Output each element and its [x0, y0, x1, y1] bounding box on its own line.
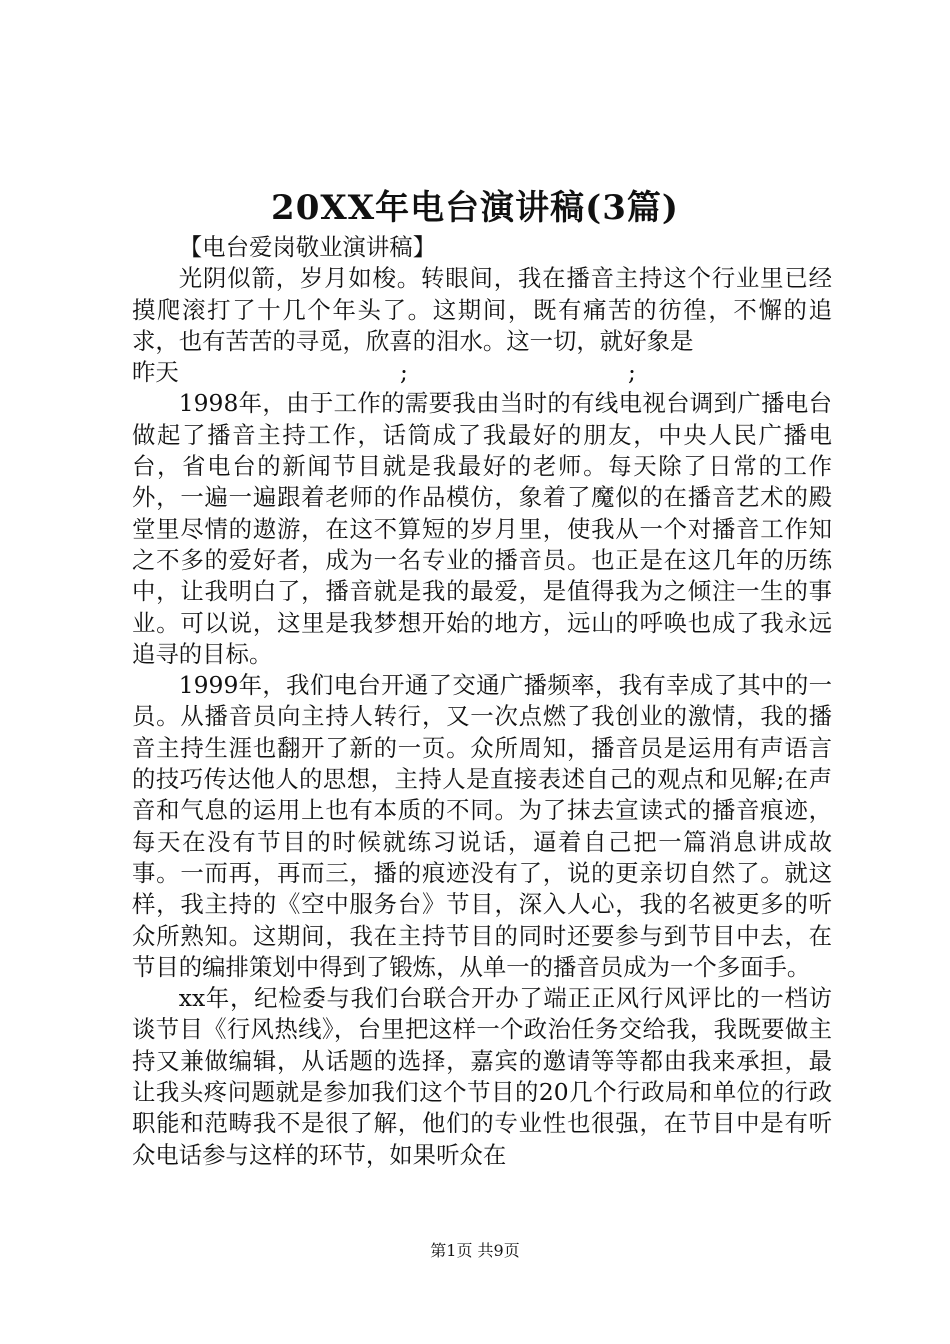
blank-line-mark-2: ; [628, 358, 636, 387]
section-heading: 【电台爱岗敬业演讲稿】 [178, 233, 437, 261]
paragraph-4: xx年，纪检委与我们台联合开办了端正正风行风评比的一档访谈节目《行风热线》，台里把这样一个政治任务交给我，我既要做主持又兼做编辑，从话题的选择，嘉宾的邀请等等都由我来承担，最让我头疼问题就是参加我们这个节目的20几个行政局和单位的行政职能和范畴我不是很了解，他们的专业性也很强，在节目中是有听众电话参与这样的环节，如果听众在 [132, 984, 832, 1169]
paragraph-2: 1998年，由于工作的需要我由当时的有线电视台调到广播电台做起了播音主持工作，话筒成了我最好的朋友，中央人民广播电台，省电台的新闻节目就是我最好的老师。每天除了日常的工作外，一遍一遍跟着老师的作品模仿，象着了魔似的在播音艺术的殿堂里尽情的遨游，在这不算短的岁月里，使我从一个对播音工作知之不多的爱好者，成为一名专业的播音员。也正是在这几年的历练中，让我明白了，播音就是我的最爱，是值得我为之倾注一生的事业。可以说，这里是我梦想开始的地方，远山的呼唤也成了我永远追寻的目标。 [132, 389, 832, 668]
blank-line-mark-1: ; [400, 358, 408, 387]
page-title: 20XX年电台演讲稿(3篇) [271, 188, 679, 228]
blank-line [132, 357, 832, 388]
paragraph-1: 光阴似箭，岁月如梭。转眼间，我在播音主持这个行业里已经摸爬滚打了十几个年头了。这期间，既有痛苦的彷徨，不懈的追求，也有苦苦的寻觅，欣喜的泪水。这一切，就好象是 [132, 264, 832, 355]
paragraph-3: 1999年，我们电台开通了交通广播频率，我有幸成了其中的一员。从播音员向主持人转行，又一次点燃了我创业的激情，我的播音主持生涯也翻开了新的一页。众所周知，播音员是运用有声语言的技巧传达他人的思想，主持人是直接表述自己的观点和见解;在声音和气息的运用上也有本质的不同。为了抹去宣读式的播音痕迹，每天在没有节目的时候就练习说话，逼着自己把一篇消息讲成故事。一而再，再而三，播的痕迹没有了，说的更亲切自然了。就这样，我主持的《空中服务台》节目，深入人心，我的名被更多的听众所熟知。这期间，我在主持节目的同时还要参与到节目中去，在节目的编排策划中得到了锻炼，从单一的播音员成为一个多面手。 [132, 671, 832, 981]
page-footer: 第1页 共9页 [430, 1241, 520, 1260]
document-body [132, 232, 832, 1171]
blank-line-lead: 昨天 [132, 358, 179, 387]
